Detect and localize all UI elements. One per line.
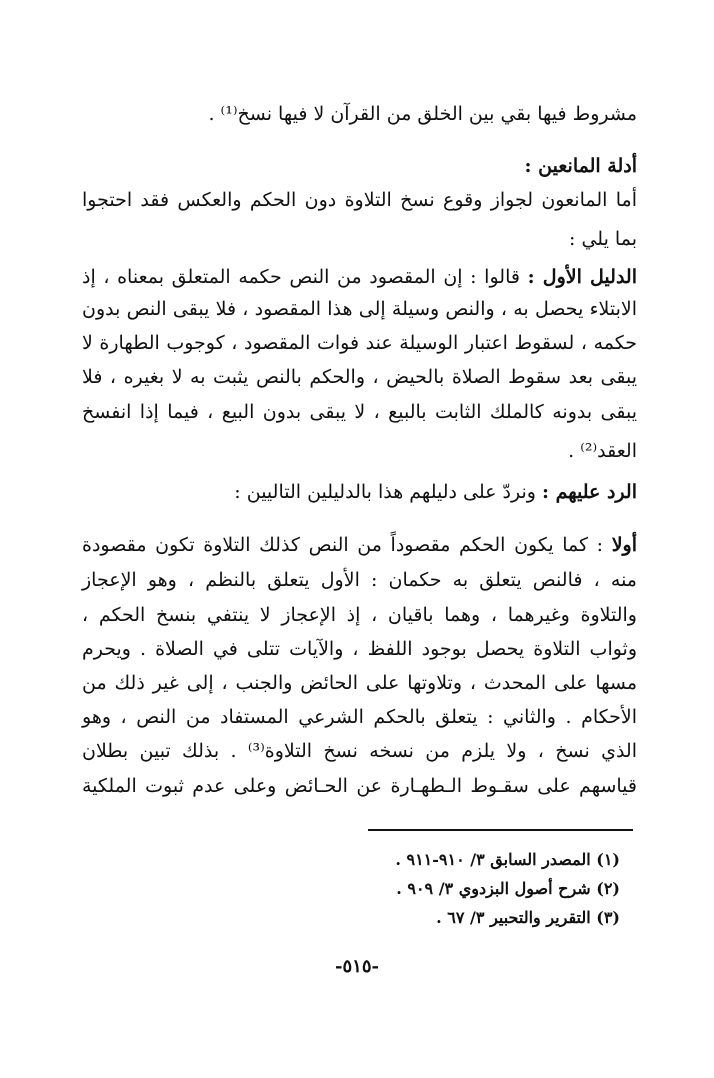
text-line: بما يلي : bbox=[569, 228, 637, 250]
paragraph-first-line bbox=[82, 527, 637, 563]
footnote-separator bbox=[368, 829, 633, 831]
text-line: الذي نسخ ، ولا يلزم من نسخه نسخ التلاوة⁽³⁾ . بذلك تبين بطلان bbox=[82, 740, 638, 762]
text-line: قياسهم على سقـوط الـطهـارة عن الحـائض وعلى عدم ثبوت الملكية bbox=[82, 775, 637, 797]
paragraph-first-line bbox=[82, 474, 637, 510]
text-span: قالوا : إن المقصود من النص حكمه المتعلق بمعناه ، إذ bbox=[82, 266, 520, 288]
text-line: والتلاوة وغيرهما ، وهما باقيان ، إذ الإعجاز لا ينتفي بنسخ الحكم ، bbox=[82, 604, 637, 626]
footnote: (١) المصدر السابق ٣/ ٩١٠-٩١١ . bbox=[395, 850, 620, 869]
text-line: الابتلاء يحصل به ، والنص وسيلة إلى هذا المقصود ، فلا يبقى النص بدون bbox=[82, 298, 637, 320]
text-span: ونردّ على دليلهم هذا بالدليلين التاليين : bbox=[234, 481, 536, 503]
paragraph-heading: أولا bbox=[611, 534, 637, 556]
text-line: العقد⁽²⁾ . bbox=[568, 440, 637, 462]
text-line: الأحكام . والثاني : يتعلق بالحكم الشرعي المستفاد من النص ، وهو bbox=[82, 706, 637, 728]
text-line: منه ، فالنص يتعلق به حكمان : الأول يتعلق بالنظم ، وهو الإعجاز bbox=[82, 569, 637, 591]
text-line: مشروط فيها بقي بين الخلق من القرآن لا فيها نسخ⁽¹⁾ . bbox=[208, 103, 637, 125]
section-heading: أدلة المانعين : bbox=[524, 155, 637, 177]
text-line: يبقى بدونه كالملك الثابت بالبيع ، لا يبقى بدون البيع ، فيما إذا انفسخ bbox=[82, 401, 637, 423]
text-line: حكمه ، لسقوط اعتبار الوسيلة عند فوات المقصود ، كوجوب الطهارة لا bbox=[82, 332, 637, 354]
page-number: -٥١٥- bbox=[335, 956, 379, 977]
text-span: : كما يكون الحكم مقصوداً من النص كذلك التلاوة تكون مقصودة bbox=[82, 534, 604, 556]
text-line: مسها على المحدث ، وتلاوتها على الحائض والجنب ، إلى غير ذلك من bbox=[82, 672, 637, 694]
paragraph-heading: الرد عليهم : bbox=[541, 481, 637, 503]
paragraph-first-line bbox=[82, 259, 637, 295]
text-line: وثواب التلاوة يحصل بوجود اللفظ ، والآيات تتلى في الصلاة . ويحرم bbox=[82, 638, 637, 660]
text-line: يبقى بعد سقوط الصلاة بالحيض ، والحكم بالنص يثبت به لا بغيره ، فلا bbox=[82, 366, 637, 388]
text-line: أما المانعون لجواز وقوع نسخ التلاوة دون الحكم والعكس فقد احتجوا bbox=[82, 189, 637, 211]
footnote: (٢) شرح أصول البزدوي ٣/ ٩٠٩ . bbox=[396, 879, 620, 898]
paragraph-heading: الدليل الأول : bbox=[527, 266, 637, 288]
footnote: (٣) التقرير والتحبير ٣/ ٦٧ . bbox=[436, 908, 620, 927]
